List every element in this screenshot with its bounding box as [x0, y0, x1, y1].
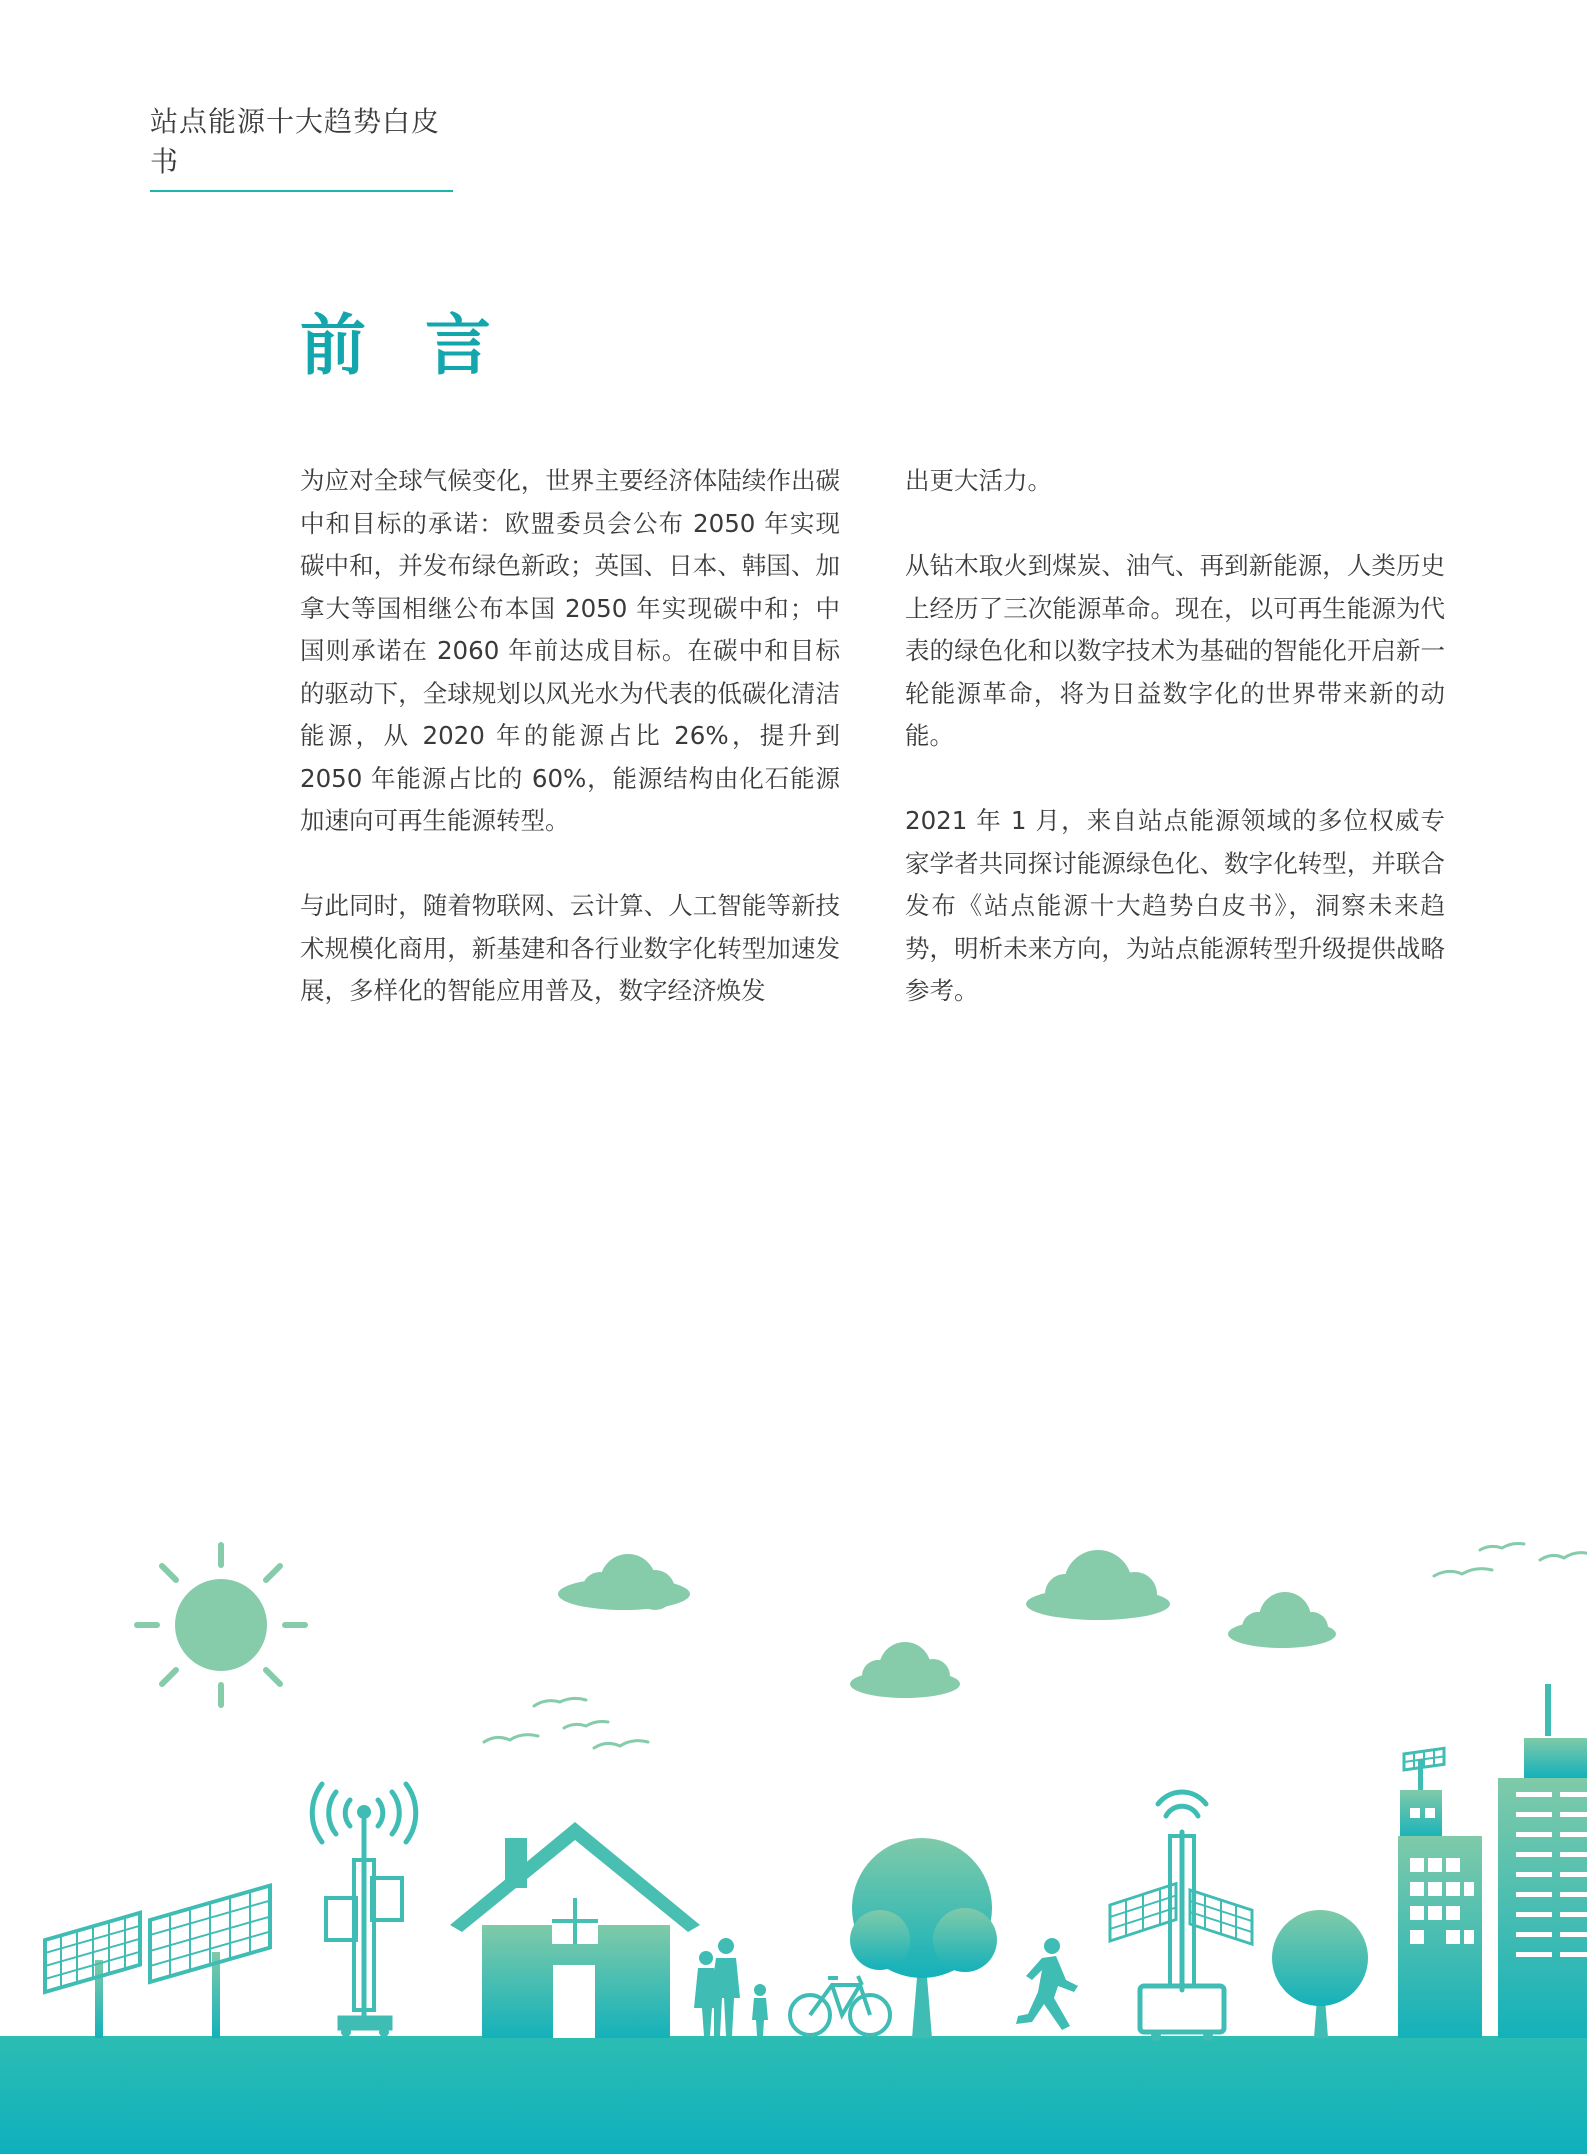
cloud-icon: [1228, 1592, 1336, 1648]
cloud-icon: [850, 1642, 960, 1698]
office-building-icon: [1398, 1748, 1482, 2038]
bicycle-icon: [790, 1976, 890, 2035]
paragraph: 出更大活力。: [905, 466, 1052, 495]
skyscraper-icon: [1498, 1684, 1587, 2038]
clouds: [558, 1550, 1336, 1698]
running-header: [150, 100, 453, 192]
solar-panel-icon: [45, 1886, 270, 2038]
cloud-icon: [1026, 1550, 1170, 1620]
family-silhouette: [694, 1938, 768, 2036]
signal-tower-icon: [312, 1784, 416, 2037]
green-city-illustration: [0, 1530, 1587, 2154]
right-column: [905, 460, 1445, 1055]
document-title: 站点能源十大趋势白皮书: [150, 105, 441, 178]
sun-icon: [137, 1545, 305, 1705]
buildings: [1398, 1684, 1587, 2038]
paragraph: 从钻木取火到煤炭、油气、再到新能源，人类历史上经历了三次能源革命。现在，以可再生能源为代表的绿色化和以数字技术为基础的智能化开启新一轮能源革命，将为日益数字化的世界带来新的动能。: [905, 551, 1445, 750]
tree-icon: [1272, 1910, 1368, 2038]
ground: [0, 2036, 1587, 2154]
cloud-icon: [558, 1554, 690, 1610]
paragraph: 2021 年 1 月，来自站点能源领域的多位权威专家学者共同探讨能源绿色化、数字化转型，并联合发布《站点能源十大趋势白皮书》，洞察未来趋势，明析未来方向，为站点能源转型升级提供战略参考。: [905, 806, 1445, 1005]
left-column: [300, 460, 840, 1055]
house-icon: [450, 1822, 700, 2038]
page-title: 前 言: [300, 307, 509, 384]
tree-icon: [850, 1838, 997, 2038]
paragraph: 为应对全球气候变化，世界主要经济体陆续作出碳中和目标的承诺：欧盟委员会公布 2050 年实现碳中和，并发布绿色新政；英国、日本、韩国、加拿大等国相继公布本国 2050 年实现碳中和；中国则承诺在 2060 年前达成目标。在碳中和目标的驱动下，全球规划以风光水为代表的低碳化清洁能源，从 2020 年的能源占比 26%，提升到 2050 年能源占比的 60%，能源结构由化石能源加速向可再生能源转型。: [300, 466, 840, 835]
runner-silhouette: [1016, 1938, 1078, 2030]
paragraph: 与此同时，随着物联网、云计算、人工智能等新技术规模化商用，新基建和各行业数字化转型加速发展，多样化的智能应用普及，数字经济焕发: [300, 891, 840, 1005]
solar-tower-icon: [1110, 1792, 1252, 2041]
